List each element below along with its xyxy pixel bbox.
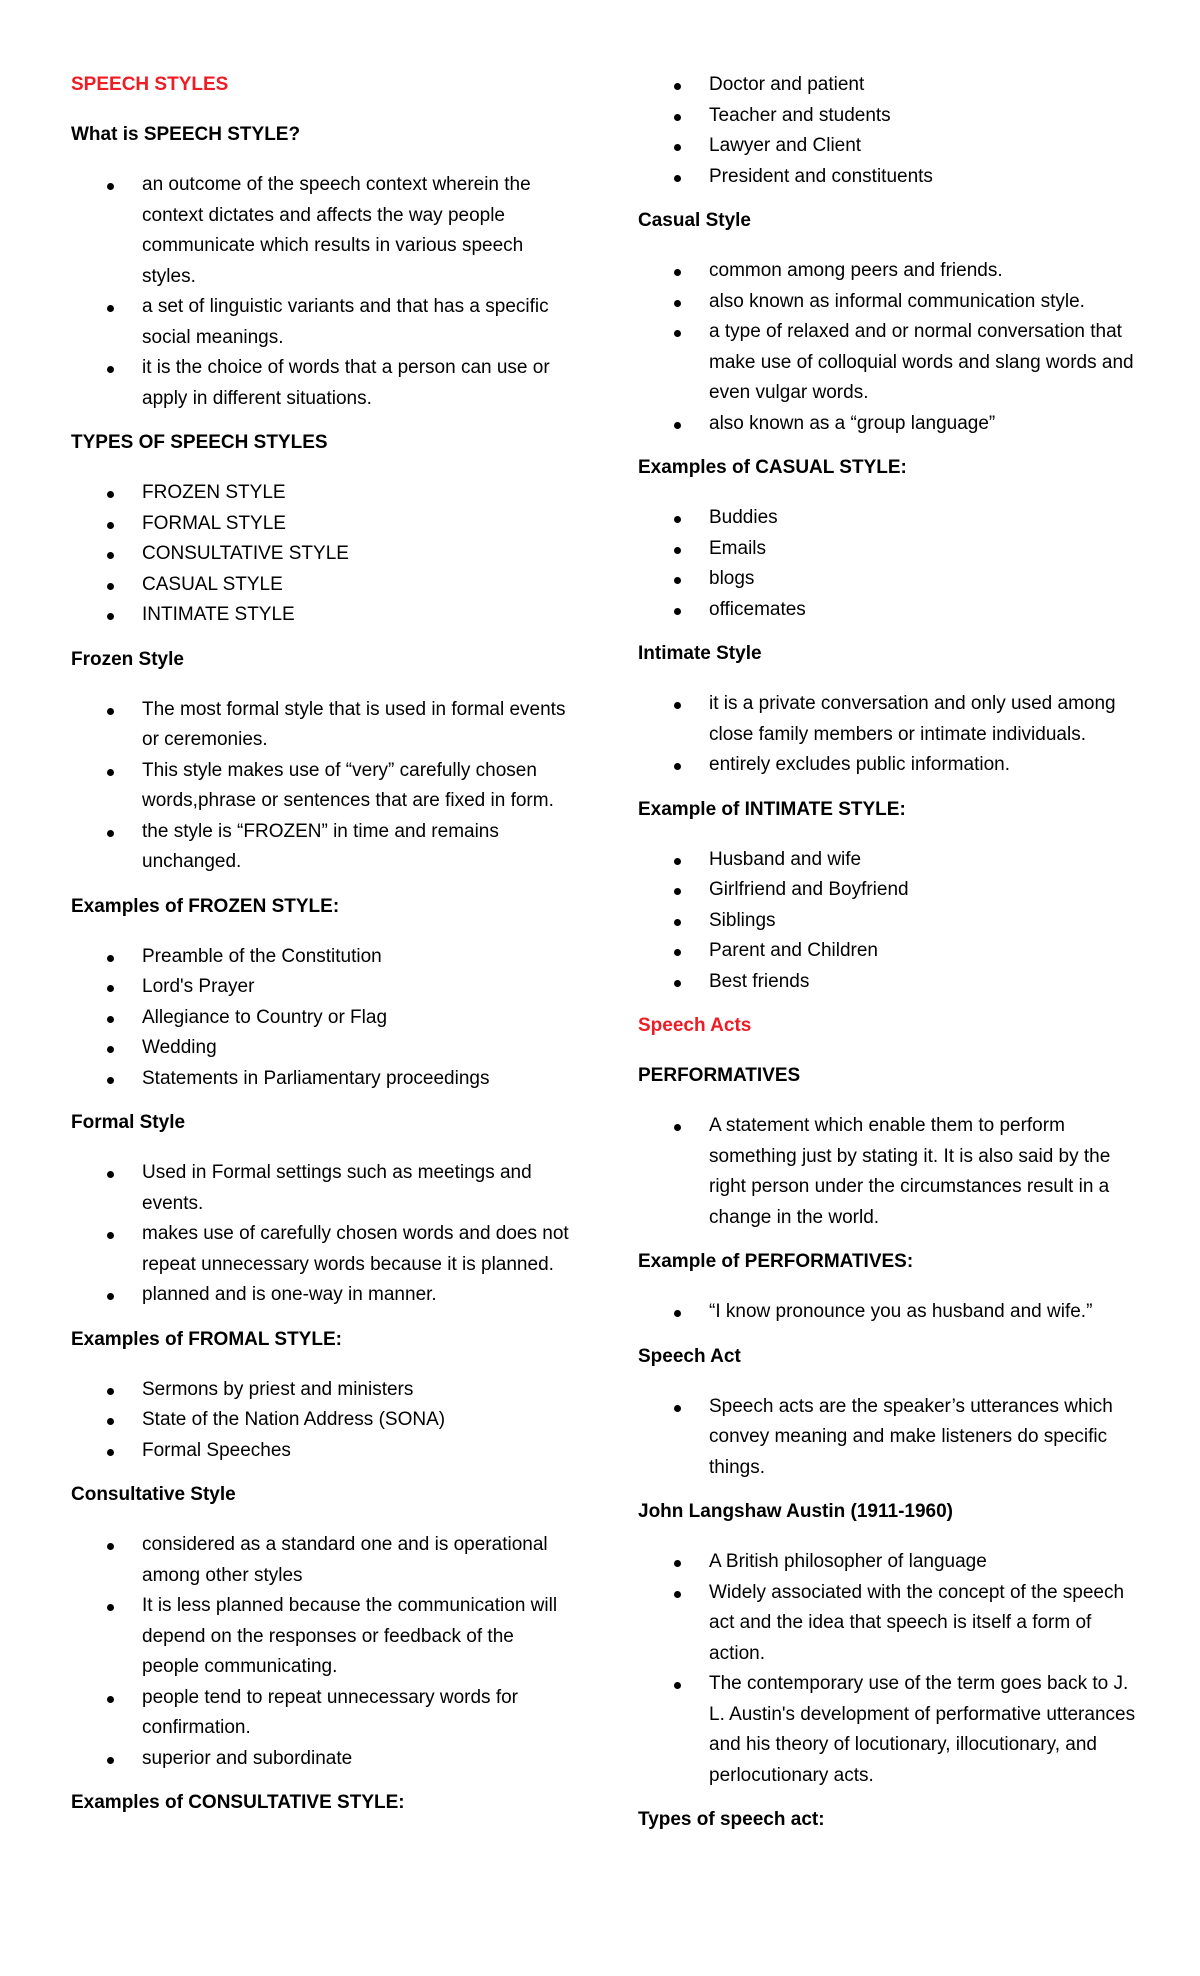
list-item bbox=[638, 503, 1138, 534]
section-heading: TYPES OF SPEECH STYLES bbox=[71, 432, 328, 453]
list-item bbox=[71, 600, 571, 631]
bullet-icon bbox=[674, 888, 681, 895]
bullet-list bbox=[71, 1530, 571, 1774]
list-item bbox=[71, 1436, 571, 1467]
bullet-icon bbox=[107, 1757, 114, 1764]
bullet-icon bbox=[674, 1560, 681, 1567]
list-item bbox=[71, 1158, 571, 1219]
list-item bbox=[71, 942, 571, 973]
list-item bbox=[638, 906, 1138, 937]
list-item-text: The contemporary use of the term goes back to J. L. Austin's development of performative utterances and his theory of locutionary, illocutionary, and perlocutionary acts. bbox=[709, 1673, 1136, 1786]
list-item bbox=[71, 1375, 571, 1406]
bullet-icon bbox=[674, 83, 681, 90]
section-types-of-speech-act bbox=[638, 1805, 1138, 1835]
list-item bbox=[71, 1033, 571, 1064]
list-item bbox=[71, 1064, 571, 1095]
list-item bbox=[71, 972, 571, 1003]
list-item bbox=[71, 695, 571, 756]
list-item bbox=[71, 1683, 571, 1744]
list-item-text: considered as a standard one and is operational among other styles bbox=[142, 1534, 548, 1586]
list-item bbox=[638, 595, 1138, 626]
list-item-text: Formal Speeches bbox=[142, 1439, 291, 1461]
list-item bbox=[638, 875, 1138, 906]
bullet-list bbox=[638, 256, 1138, 439]
section-intimate-style bbox=[638, 639, 1138, 781]
list-item bbox=[71, 1003, 571, 1034]
bullet-list bbox=[71, 942, 571, 1095]
list-item-text: a set of linguistic variants and that has a specific social meanings. bbox=[142, 296, 549, 348]
bullet-icon bbox=[674, 422, 681, 429]
list-item bbox=[638, 256, 1138, 287]
bullet-icon bbox=[674, 1682, 681, 1689]
bullet-icon bbox=[107, 955, 114, 962]
section-heading: Examples of CASUAL STYLE: bbox=[638, 457, 907, 478]
list-item-text: Girlfriend and Boyfriend bbox=[709, 879, 909, 900]
list-item-text: planned and is one-way in manner. bbox=[142, 1284, 437, 1305]
bullet-list bbox=[638, 845, 1138, 998]
list-item-text: The most formal style that is used in formal events or ceremonies. bbox=[142, 698, 566, 750]
bullet-list bbox=[638, 1392, 1138, 1484]
list-item-text: CONSULTATIVE STYLE bbox=[142, 543, 349, 564]
bullet-icon bbox=[674, 702, 681, 709]
bullet-list bbox=[71, 170, 571, 414]
section-heading: Examples of FROMAL STYLE: bbox=[71, 1328, 342, 1350]
list-item bbox=[71, 1280, 571, 1311]
bullet-icon bbox=[674, 1310, 681, 1317]
list-item-text: Emails bbox=[709, 537, 767, 559]
bullet-icon bbox=[107, 1077, 114, 1084]
list-item-text: people tend to repeat unnecessary words for confirmation. bbox=[142, 1686, 519, 1738]
section-heading: Types of speech act: bbox=[638, 1809, 825, 1830]
bullet-icon bbox=[674, 175, 681, 182]
list-item bbox=[638, 409, 1138, 440]
section-john-langshaw-austin-1911-1960 bbox=[638, 1497, 1138, 1791]
bullet-list bbox=[71, 1375, 571, 1467]
list-item bbox=[638, 1111, 1138, 1233]
section-what-is-speech-style bbox=[71, 120, 571, 414]
bullet-icon bbox=[674, 269, 681, 276]
list-item bbox=[71, 1530, 571, 1591]
bullet-icon bbox=[674, 114, 681, 121]
list-item-text: Sermons by priest and ministers bbox=[142, 1378, 414, 1400]
list-item-text: Parent and Children bbox=[709, 940, 878, 961]
section-heading: Frozen Style bbox=[71, 648, 184, 670]
bullet-icon bbox=[674, 1124, 681, 1131]
bullet-list bbox=[638, 689, 1138, 781]
section-examples-of-frozen-style bbox=[71, 892, 571, 1095]
bullet-icon bbox=[107, 1604, 114, 1611]
list-item bbox=[638, 564, 1138, 595]
section-examples-of-fromal-style bbox=[71, 1325, 571, 1467]
list-item bbox=[71, 570, 571, 601]
section-heading: PERFORMATIVES bbox=[638, 1065, 801, 1086]
list-item-text: Lawyer and Client bbox=[709, 135, 862, 156]
list-item-text: it is the choice of words that a person can use or apply in different situations. bbox=[142, 357, 550, 409]
bullet-icon bbox=[107, 1016, 114, 1023]
bullet-icon bbox=[674, 1591, 681, 1598]
bullet-list bbox=[638, 1111, 1138, 1233]
list-item bbox=[71, 1591, 571, 1683]
list-item-text: FROZEN STYLE bbox=[142, 482, 286, 503]
bullet-icon bbox=[674, 300, 681, 307]
section-performatives bbox=[638, 1061, 1138, 1233]
list-item-text: Lord's Prayer bbox=[142, 976, 255, 997]
bullet-list bbox=[638, 1547, 1138, 1791]
bullet-icon bbox=[674, 608, 681, 615]
section-heading: Examples of CONSULTATIVE STYLE: bbox=[71, 1792, 405, 1813]
section-heading: Speech Act bbox=[638, 1345, 741, 1367]
section-speech-act bbox=[638, 1342, 1138, 1484]
left-column bbox=[71, 70, 571, 1838]
list-item bbox=[71, 292, 571, 353]
bullet-icon bbox=[674, 516, 681, 523]
list-item bbox=[638, 845, 1138, 876]
list-item-text: This style makes use of “very” carefully chosen words,phrase or sentences that are fixed in form. bbox=[142, 759, 554, 811]
list-item bbox=[638, 1297, 1138, 1328]
list-item bbox=[638, 1669, 1138, 1791]
list-item-text: Wedding bbox=[142, 1037, 217, 1058]
bullet-icon bbox=[674, 949, 681, 956]
list-item-text: Used in Formal settings such as meetings and events. bbox=[142, 1162, 532, 1214]
section-section bbox=[638, 70, 1138, 192]
list-item bbox=[71, 1405, 571, 1436]
bullet-icon bbox=[107, 1696, 114, 1703]
bullet-icon bbox=[107, 830, 114, 837]
list-item-text: it is a private conversation and only used among close family members or intimate individuals. bbox=[709, 693, 1116, 745]
list-item bbox=[638, 534, 1138, 565]
list-item-text: Widely associated with the concept of the speech act and the idea that speech is itself a form of action. bbox=[709, 1581, 1125, 1664]
bullet-icon bbox=[107, 1418, 114, 1425]
bullet-icon bbox=[674, 547, 681, 554]
section-speech-acts bbox=[638, 1011, 1138, 1041]
bullet-icon bbox=[674, 980, 681, 987]
section-heading: John Langshaw Austin (1911-1960) bbox=[638, 1501, 953, 1522]
list-item bbox=[71, 353, 571, 414]
section-heading: Example of INTIMATE STYLE: bbox=[638, 798, 906, 820]
list-item bbox=[638, 750, 1138, 781]
section-heading: Consultative Style bbox=[71, 1484, 236, 1505]
list-item bbox=[71, 817, 571, 878]
list-item-text: officemates bbox=[709, 598, 806, 620]
list-item-text: Statements in Parliamentary proceedings bbox=[142, 1067, 490, 1089]
section-heading: Casual Style bbox=[638, 210, 751, 231]
list-item-text: President and constituents bbox=[709, 165, 933, 187]
bullet-icon bbox=[107, 366, 114, 373]
bullet-icon bbox=[107, 1449, 114, 1456]
list-item-text: the style is “FROZEN” in time and remains unchanged. bbox=[142, 820, 499, 872]
list-item bbox=[638, 936, 1138, 967]
list-item-text: Husband and wife bbox=[709, 848, 862, 870]
list-item bbox=[71, 756, 571, 817]
bullet-icon bbox=[107, 1543, 114, 1550]
bullet-list bbox=[638, 1297, 1138, 1328]
section-examples-of-casual-style bbox=[638, 453, 1138, 625]
section-examples-of-consultative-style bbox=[71, 1788, 571, 1818]
right-column bbox=[638, 70, 1138, 1855]
list-item bbox=[71, 539, 571, 570]
list-item bbox=[71, 509, 571, 540]
list-item-text: Preamble of the Constitution bbox=[142, 945, 382, 967]
list-item-text: Doctor and patient bbox=[709, 74, 865, 95]
list-item-text: entirely excludes public information. bbox=[709, 754, 1010, 775]
section-heading: What is SPEECH STYLE? bbox=[71, 124, 301, 145]
bullet-icon bbox=[107, 522, 114, 529]
list-item-text: “I know pronounce you as husband and wife.” bbox=[709, 1301, 1093, 1322]
section-types-of-speech-styles bbox=[71, 428, 571, 631]
list-item-text: common among peers and friends. bbox=[709, 260, 1003, 281]
list-item bbox=[71, 478, 571, 509]
bullet-icon bbox=[674, 763, 681, 770]
list-item-text: Allegiance to Country or Flag bbox=[142, 1006, 388, 1028]
list-item bbox=[71, 1744, 571, 1775]
list-item-text: a type of relaxed and or normal conversation that make use of colloquial words and slang words and even vulgar words. bbox=[709, 321, 1134, 403]
bullet-icon bbox=[107, 1171, 114, 1178]
list-item bbox=[71, 170, 571, 292]
bullet-icon bbox=[674, 919, 681, 926]
section-heading: Example of PERFORMATIVES: bbox=[638, 1251, 914, 1272]
section-frozen-style bbox=[71, 645, 571, 878]
section-heading: SPEECH STYLES bbox=[71, 74, 229, 95]
bullet-icon bbox=[107, 1388, 114, 1395]
section-consultative-style bbox=[71, 1480, 571, 1774]
list-item bbox=[638, 131, 1138, 162]
list-item-text: FORMAL STYLE bbox=[142, 512, 286, 534]
list-item-text: Teacher and students bbox=[709, 104, 891, 126]
list-item bbox=[638, 287, 1138, 318]
list-item bbox=[638, 162, 1138, 193]
section-casual-style bbox=[638, 206, 1138, 439]
list-item bbox=[638, 1392, 1138, 1484]
section-heading: Speech Acts bbox=[638, 1015, 752, 1036]
bullet-list bbox=[638, 503, 1138, 625]
list-item-text: State of the Nation Address (SONA) bbox=[142, 1409, 446, 1430]
bullet-icon bbox=[674, 1405, 681, 1412]
list-item bbox=[638, 689, 1138, 750]
list-item bbox=[638, 1578, 1138, 1670]
bullet-icon bbox=[107, 1293, 114, 1300]
section-heading: Intimate Style bbox=[638, 643, 762, 664]
list-item-text: blogs bbox=[709, 568, 755, 589]
section-heading: Examples of FROZEN STYLE: bbox=[71, 895, 340, 917]
list-item-text: Buddies bbox=[709, 507, 778, 528]
bullet-icon bbox=[107, 305, 114, 312]
bullet-icon bbox=[107, 183, 114, 190]
list-item-text: It is less planned because the communication will depend on the responses or feedback of the people communicating. bbox=[142, 1595, 558, 1677]
list-item bbox=[638, 1547, 1138, 1578]
bullet-icon bbox=[107, 1046, 114, 1053]
bullet-list bbox=[71, 695, 571, 878]
section-example-of-intimate-style bbox=[638, 795, 1138, 998]
bullet-icon bbox=[107, 985, 114, 992]
list-item-text: also known as informal communication style. bbox=[709, 290, 1085, 312]
list-item bbox=[638, 70, 1138, 101]
list-item-text: Speech acts are the speaker’s utterances which convey meaning and make listeners do specific things. bbox=[709, 1395, 1113, 1478]
bullet-icon bbox=[674, 858, 681, 865]
section-example-of-performatives bbox=[638, 1247, 1138, 1328]
list-item bbox=[638, 317, 1138, 409]
bullet-icon bbox=[674, 577, 681, 584]
list-item-text: superior and subordinate bbox=[142, 1747, 353, 1769]
list-item-text: an outcome of the speech context wherein the context dictates and affects the way people communicate which results in various speech styles. bbox=[142, 174, 531, 287]
bullet-icon bbox=[674, 144, 681, 151]
bullet-icon bbox=[107, 491, 114, 498]
bullet-icon bbox=[107, 1232, 114, 1239]
bullet-list bbox=[71, 1158, 571, 1311]
bullet-icon bbox=[107, 552, 114, 559]
list-item-text: A British philosopher of language bbox=[709, 1551, 987, 1572]
list-item-text: makes use of carefully chosen words and does not repeat unnecessary words because it is planned. bbox=[142, 1223, 569, 1275]
list-item-text: also known as a “group language” bbox=[709, 412, 996, 434]
bullet-list bbox=[71, 478, 571, 631]
bullet-icon bbox=[107, 708, 114, 715]
bullet-icon bbox=[107, 583, 114, 590]
section-speech-styles bbox=[71, 70, 571, 100]
list-item bbox=[71, 1219, 571, 1280]
list-item-text: INTIMATE STYLE bbox=[142, 604, 295, 625]
list-item-text: Best friends bbox=[709, 970, 810, 992]
list-item bbox=[638, 967, 1138, 998]
bullet-icon bbox=[674, 330, 681, 337]
section-heading: Formal Style bbox=[71, 1112, 186, 1133]
bullet-icon bbox=[107, 613, 114, 620]
bullet-list bbox=[638, 70, 1138, 192]
section-formal-style bbox=[71, 1108, 571, 1311]
list-item bbox=[638, 101, 1138, 132]
list-item-text: CASUAL STYLE bbox=[142, 573, 283, 595]
list-item-text: Siblings bbox=[709, 909, 776, 931]
list-item-text: A statement which enable them to perform something just by stating it. It is also said by the right person under the circumstances result in a change in the world. bbox=[709, 1115, 1111, 1228]
bullet-icon bbox=[107, 769, 114, 776]
